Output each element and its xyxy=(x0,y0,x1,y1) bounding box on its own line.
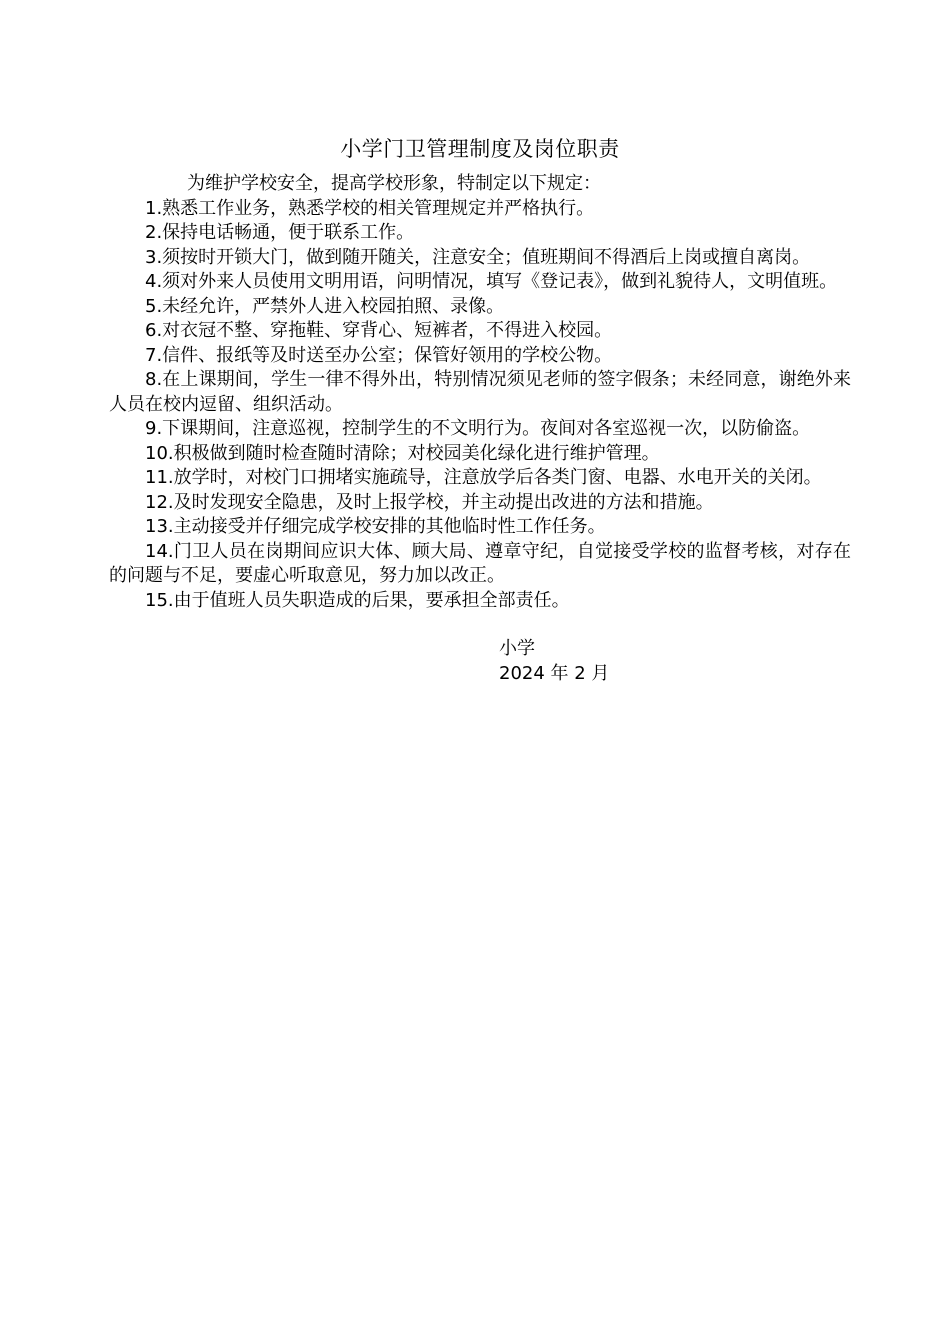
rule-item-13: 13.主动接受并仔细完成学校安排的其他临时性工作任务。 xyxy=(145,516,606,537)
rule-item-14: 14.门卫人员在岗期间应识大体、顾大局、遵章守纪，自觉接受学校的监督考核，对存在的问题与不足，要虚心听取意见，努力加以改正。 xyxy=(109,540,851,586)
document-title: 小学门卫管理制度及岗位职责 xyxy=(340,137,620,161)
signature-block xyxy=(499,636,851,686)
rule-item-6: 6.对衣冠不整、穿拖鞋、穿背心、短裤者，不得进入校园。 xyxy=(145,320,613,341)
rule-item-15: 15.由于值班人员失职造成的后果，要承担全部责任。 xyxy=(145,589,570,611)
rule-item-12: 12.及时发现安全隐患，及时上报学校，并主动提出改进的方法和措施。 xyxy=(145,491,714,513)
rule-item-2: 2.保持电话畅通，便于联系工作。 xyxy=(145,222,415,243)
rule-item-7: 7.信件、报纸等及时送至办公室；保管好领用的学校公物。 xyxy=(145,344,613,366)
intro-paragraph: 为维护学校安全，提高学校形象，特制定以下规定： xyxy=(187,173,601,194)
rule-item-8: 8.在上课期间，学生一律不得外出，特别情况须见老师的签字假条；未经同意，谢绝外来人员在校内逗留、组织活动。 xyxy=(109,369,851,415)
rule-item-9: 9.下课期间，注意巡视，控制学生的不文明行为。夜间对各室巡视一次，以防偷盗。 xyxy=(145,418,811,439)
document-page xyxy=(109,132,851,686)
rules-list xyxy=(109,197,851,614)
rule-item-11: 11.放学时，对校门口拥堵实施疏导，注意放学后各类门窗、电器、水电开关的关闭。 xyxy=(145,467,822,488)
rule-item-4: 4.须对外来人员使用文明用语，问明情况，填写《登记表》，做到礼貌待人，文明值班。 xyxy=(145,271,838,292)
rule-item-5: 5.未经允许，严禁外人进入校园拍照、录像。 xyxy=(145,295,505,317)
rule-item-3: 3.须按时开锁大门，做到随开随关，注意安全；值班期间不得酒后上岗或擅自离岗。 xyxy=(145,246,811,268)
signature-date: 2024 年 2 月 xyxy=(499,663,610,684)
rule-item-10: 10.积极做到随时检查随时清除；对校园美化绿化进行维护管理。 xyxy=(145,442,660,464)
signature-org: 小学 xyxy=(499,638,535,659)
rule-item-1: 1.熟悉工作业务，熟悉学校的相关管理规定并严格执行。 xyxy=(145,197,595,219)
